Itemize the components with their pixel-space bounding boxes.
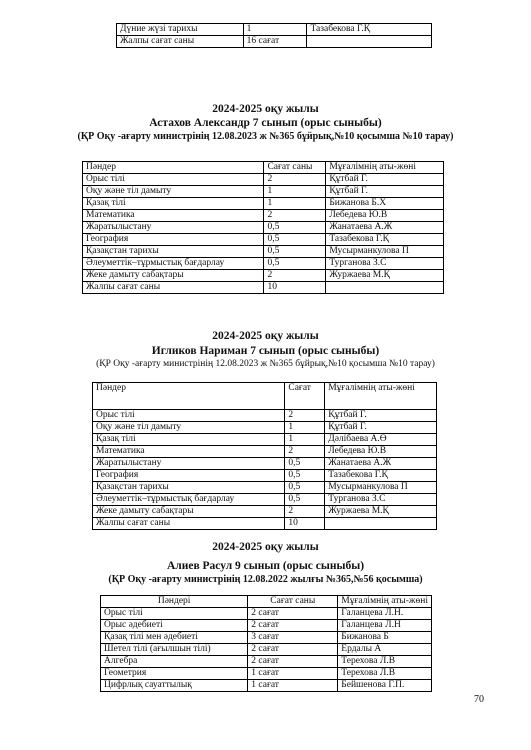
table-row [101, 608, 432, 620]
page-number: 70 [474, 694, 484, 705]
table-row [83, 270, 444, 282]
table-cell: Құтбай Г. [325, 422, 437, 434]
table-cell: 2 сағат [248, 644, 338, 656]
table-cell: Қазақстан тарихы [83, 246, 264, 258]
table-cell: Цифрлық сауаттылық [101, 680, 248, 692]
table-row [83, 174, 444, 186]
table-cell: Оқу және тіл дамыту [93, 422, 285, 434]
table-cell: 0,5 [285, 470, 325, 482]
table-cell: 1 [243, 24, 307, 36]
table-row [117, 24, 432, 36]
table-cell: Әлеуметтік–тұрмыстық бағдарлау [83, 258, 264, 270]
table-cell: 0,5 [264, 222, 326, 234]
table-cell: 16 сағат [243, 36, 307, 48]
table-cell: Жанатаева А.Ж [326, 222, 444, 234]
table-cell: 2 сағат [248, 656, 338, 668]
table-header-row [83, 162, 444, 174]
table-row [83, 246, 444, 258]
table-cell: Галанцева Л.Н [338, 620, 432, 632]
table-row [93, 482, 437, 494]
table-cell [326, 282, 444, 294]
table-cell: 10 [264, 282, 326, 294]
table-cell: Құтбай Г. [325, 410, 437, 422]
table-cell: Жалпы сағат саны [93, 518, 285, 530]
table-row [93, 458, 437, 470]
table-cell: 0,5 [264, 246, 326, 258]
table-cell: Жанатаева А.Ж [325, 458, 437, 470]
table-row [101, 668, 432, 680]
table-row [93, 410, 437, 422]
section3-year: 2024-2025 оқу жылы [212, 541, 319, 553]
table-cell: Тазабекова Г.Қ [325, 470, 437, 482]
table-row [101, 680, 432, 692]
table-cell: Тазабекова Г.Қ [326, 234, 444, 246]
table-cell: География [93, 470, 285, 482]
table-cell: Жалпы сағат саны [117, 36, 244, 48]
table-cell: Бижанова Б [338, 632, 432, 644]
table-cell: 1 [285, 434, 325, 446]
table-cell: Құтбай Г. [326, 174, 444, 186]
table-cell: 2 [264, 174, 326, 186]
column-header: Пәндер [83, 162, 264, 174]
table-cell: 2 [264, 210, 326, 222]
table-cell: 0,5 [285, 494, 325, 506]
column-header: Сағат саны [248, 596, 338, 608]
table-cell: 2 [285, 446, 325, 458]
table-cell: Тазабекова Г.Қ [307, 24, 432, 36]
table-row [83, 258, 444, 270]
section1-year: 2024-2025 оқу жылы [212, 103, 319, 115]
table-cell: Қазақ тілі [83, 198, 264, 210]
table-row [101, 656, 432, 668]
section1-table [82, 161, 444, 294]
table-cell: Бейшенова Г.П. [338, 680, 432, 692]
table-row [83, 234, 444, 246]
table-cell: Қазақ тілі мен әдебиеті [101, 632, 248, 644]
table-cell: Галанцева Л.Н. [338, 608, 432, 620]
table-row [101, 644, 432, 656]
table-cell: Оқу және тіл дамыту [83, 186, 264, 198]
table-cell: Дүние жүзі тарихы [117, 24, 244, 36]
section2-title: Игликов Нариман 7 сынып (орыс сыныбы) [151, 345, 380, 357]
column-header: Сағат саны [264, 162, 326, 174]
table-cell: Терехова Л.В [338, 656, 432, 668]
table-cell: Құтбай Г. [326, 186, 444, 198]
column-header: Пәндер [93, 383, 285, 410]
table-cell: 0,5 [264, 258, 326, 270]
table-row [93, 446, 437, 458]
table-cell: Қазақстан тарихы [93, 482, 285, 494]
table-cell: Жаратылыстану [93, 458, 285, 470]
section2-table [92, 382, 437, 530]
table-row [83, 222, 444, 234]
table-row [93, 506, 437, 518]
table-cell: 2 [264, 270, 326, 282]
table-cell: 2 сағат [248, 608, 338, 620]
table-cell: Әлеуметтік–тұрмыстық бағдарлау [93, 494, 285, 506]
column-header: Пәндері [101, 596, 248, 608]
table-row [83, 198, 444, 210]
table-cell: 1 [264, 198, 326, 210]
table-cell: 1 [264, 186, 326, 198]
table-row [93, 434, 437, 446]
table-cell: Терехова Л.В [338, 668, 432, 680]
table-cell: Орыс әдебиеті [101, 620, 248, 632]
table-cell: 2 сағат [248, 620, 338, 632]
table-row [83, 282, 444, 294]
table-cell: Мусырманкулова П [325, 482, 437, 494]
table-row [83, 210, 444, 222]
table-row [93, 470, 437, 482]
table-cell: 0,5 [285, 458, 325, 470]
table-cell [307, 36, 432, 48]
column-header: Мұғалімнің аты-жөні [326, 162, 444, 174]
table-cell: Мусырманкулова П [326, 246, 444, 258]
table-row [93, 422, 437, 434]
table-cell: Ердалы А [338, 644, 432, 656]
table-row [101, 620, 432, 632]
column-header: Мұғалімнің аты-жөні [325, 383, 437, 410]
table-cell: Журжаева М.Қ [325, 506, 437, 518]
table-cell: География [83, 234, 264, 246]
table-cell: 2 [285, 506, 325, 518]
table-cell: Дәлібаева А.Ө [325, 434, 437, 446]
section1-title: Астахов Александр 7 сынып (орыс сыныбы) [149, 117, 382, 129]
table-row [93, 494, 437, 506]
table-header-row [93, 383, 437, 410]
table-cell: Математика [83, 210, 264, 222]
table-cell: 1 [285, 422, 325, 434]
table-cell: 2 [285, 410, 325, 422]
column-header: Мұғалімнің аты-жөні [338, 596, 432, 608]
section2-year: 2024-2025 оқу жылы [212, 330, 319, 342]
table-cell: Орыс тілі [101, 608, 248, 620]
table-row [101, 632, 432, 644]
table-cell: Турганова З.С [325, 494, 437, 506]
table-cell: 0,5 [264, 234, 326, 246]
table-row [117, 36, 432, 48]
table-cell: Жалпы сағат саны [83, 282, 264, 294]
table-cell: Жаратылыстану [83, 222, 264, 234]
table-cell: Геометрия [101, 668, 248, 680]
section2-subtitle: (ҚР Оқу -ағарту министрінің 12.08.2023 ж №365 бұйрық,№10 қосымша №10 тарау) [96, 359, 435, 369]
table-cell: Математика [93, 446, 285, 458]
table-cell: 10 [285, 518, 325, 530]
section3-table [100, 595, 432, 692]
table-cell: 1 сағат [248, 668, 338, 680]
table-cell: Шетел тілі (ағылшын тілі) [101, 644, 248, 656]
section3-title: Алиев Расул 9 сынып (орыс сыныбы) [166, 560, 365, 572]
table-cell: Турганова З.С [326, 258, 444, 270]
table-cell: 0,5 [285, 482, 325, 494]
section3-subtitle: (ҚР Оқу -ағарту министрінің 12.08.2022 жылғы №365,№56 қосымша) [108, 574, 423, 585]
table-cell: Қазақ тілі [93, 434, 285, 446]
table-cell: Орыс тілі [83, 174, 264, 186]
top-table [116, 23, 432, 48]
table-cell: Лебедева Ю.В [325, 446, 437, 458]
table-cell: Алгебра [101, 656, 248, 668]
table-cell: 3 сағат [248, 632, 338, 644]
table-cell: Жеке дамыту сабақтары [93, 506, 285, 518]
table-cell: Лебедева Ю.В [326, 210, 444, 222]
section1-subtitle: (ҚР Оқу -ағарту министрінің 12.08.2023 ж №365 бұйрық,№10 қосымша №10 тарау) [77, 131, 454, 142]
table-cell: Орыс тілі [93, 410, 285, 422]
table-row [93, 518, 437, 530]
table-header-row [101, 596, 432, 608]
table-cell: Журжаева М.Қ [326, 270, 444, 282]
table-cell: Жеке дамыту сабақтары [83, 270, 264, 282]
table-cell: 1 сағат [248, 680, 338, 692]
table-cell [325, 518, 437, 530]
table-cell: Бижанова Б.Х [326, 198, 444, 210]
column-header: Сағат [285, 383, 325, 410]
table-row [83, 186, 444, 198]
